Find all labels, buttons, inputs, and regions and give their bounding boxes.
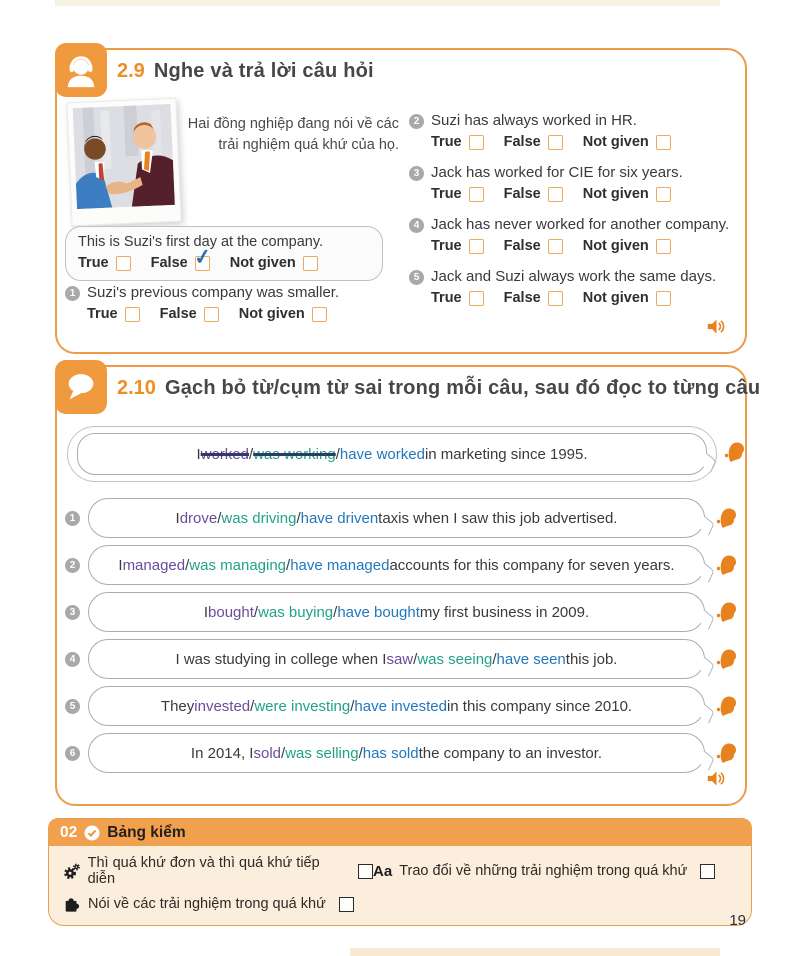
section-title: Nghe và trả lời câu hỏi	[153, 60, 374, 82]
colleagues-illustration	[73, 104, 175, 209]
example-statement: This is Suzi's first day at the company.	[78, 234, 324, 250]
sentence-word: have driven	[300, 509, 379, 527]
section-2-10-header	[117, 377, 760, 400]
option-checkbox[interactable]	[548, 291, 563, 306]
sentence-word: worked	[200, 445, 249, 463]
checklist-item	[373, 855, 737, 887]
sentence-word: sold	[253, 744, 282, 762]
bottom-edge-strip	[350, 948, 720, 956]
speaking-head-icon	[713, 505, 739, 531]
sentence-row	[65, 733, 739, 773]
sentence-word: was seeing	[417, 650, 493, 668]
exercise-intro-text: Hai đồng nghiệp đang nói về các trải nghiệm quá khứ của họ.	[187, 116, 399, 153]
option-label: Not given	[238, 306, 305, 322]
answer-options	[87, 306, 347, 322]
sentence-word: have worked	[339, 445, 425, 463]
sentence-word: I	[175, 509, 180, 527]
sentence-number: 3	[65, 605, 80, 620]
check-circle-icon	[84, 825, 100, 841]
sentence-word: /	[358, 744, 363, 762]
option-checkbox[interactable]	[469, 187, 484, 202]
checklist-body	[49, 846, 751, 925]
sentence-word: bought	[208, 603, 254, 621]
option-checkbox[interactable]	[469, 135, 484, 150]
sentence-number: 5	[65, 699, 80, 714]
question-text: Jack has never worked for another company.	[431, 216, 730, 233]
option-label: Not given	[582, 134, 649, 150]
question-number: 2	[409, 114, 424, 129]
option-checkbox[interactable]	[303, 256, 318, 271]
answer-options	[431, 290, 739, 306]
sentence-word: I was studying in college when I	[175, 650, 387, 668]
checkmark-icon: ✓	[192, 244, 213, 270]
colleagues-photo	[66, 98, 181, 227]
option-label: False	[503, 290, 541, 306]
speech-bubble	[88, 545, 705, 585]
question-number: 1	[65, 286, 80, 301]
checklist-item-text: Nói về các trải nghiệm trong quá khứ	[88, 896, 326, 912]
answer-options	[431, 134, 739, 150]
sentence-number: 2	[65, 558, 80, 573]
questions-left-column	[65, 284, 347, 322]
speech-bubble	[88, 686, 705, 726]
sentence-word: /	[286, 556, 291, 574]
option-label: False	[503, 238, 541, 254]
sentence-word: /	[492, 650, 497, 668]
example-question-box	[65, 226, 383, 281]
sentence-word: I	[203, 603, 209, 621]
checklist-checkbox[interactable]	[339, 897, 354, 912]
audio-speaker-icon[interactable]	[704, 768, 729, 794]
option-checkbox[interactable]	[192, 244, 213, 271]
speaking-head-icon	[713, 693, 739, 719]
unit-badge: 02	[60, 823, 78, 841]
question-text: Jack has worked for CIE for six years.	[431, 164, 683, 181]
checklist-item	[63, 855, 373, 887]
sentence-row	[65, 545, 739, 585]
sentence-word: in this company since 2010.	[446, 697, 633, 715]
option-label: True	[78, 255, 109, 271]
question-number: 3	[409, 166, 424, 181]
sentence-word: /	[281, 744, 286, 762]
option-label: True	[431, 238, 462, 254]
question-number: 5	[409, 270, 424, 285]
section-2-9-header	[117, 60, 374, 83]
sentence-word: was working	[253, 445, 336, 463]
sentence-word: /	[333, 603, 338, 621]
sentence-word: /	[413, 650, 418, 668]
option-checkbox[interactable]	[548, 239, 563, 254]
aa-icon: Aa	[373, 862, 393, 880]
example-speech-bubble	[77, 433, 707, 475]
option-label: False	[159, 306, 197, 322]
speaking-head-icon	[713, 646, 739, 672]
option-label: True	[431, 290, 462, 306]
sentence-word: was managing	[189, 556, 287, 574]
sentence-word: /	[296, 509, 301, 527]
question-header	[409, 164, 739, 181]
speaking-head-icon	[713, 552, 739, 578]
sentence-word: have invested	[354, 697, 447, 715]
option-checkbox[interactable]	[548, 187, 563, 202]
speech-bubble-icon	[55, 360, 107, 414]
checklist-header	[49, 819, 751, 846]
gears-icon	[63, 862, 81, 880]
option-checkbox[interactable]	[656, 291, 671, 306]
speech-bubble	[88, 592, 705, 632]
checklist-title: Bảng kiểm	[107, 823, 186, 841]
example-sentence-container	[67, 426, 717, 482]
section-2-9-listening	[55, 48, 747, 354]
sentence-word: saw	[386, 650, 414, 668]
option-label: True	[431, 134, 462, 150]
sentence-word: drove	[179, 509, 218, 527]
option-label: False	[503, 134, 541, 150]
option-label: Not given	[582, 238, 649, 254]
sentence-word: /	[250, 697, 255, 715]
option-label: Not given	[582, 290, 649, 306]
sentence-word: have managed	[290, 556, 390, 574]
sentence-word: They	[160, 697, 195, 715]
sentence-word: /	[253, 603, 259, 621]
sentence-word: I	[196, 445, 201, 463]
section-number: 2.10	[117, 377, 156, 399]
sentence-row	[65, 592, 739, 632]
sentence-word: /	[217, 509, 222, 527]
speaking-head-icon	[713, 599, 739, 625]
question-header	[65, 284, 347, 301]
answer-options	[431, 238, 739, 254]
sentence-word: taxis when I saw this job advertised.	[378, 509, 618, 527]
questions-right-column	[409, 112, 739, 306]
answer-options	[78, 244, 370, 271]
checklist-checkbox[interactable]	[358, 864, 373, 879]
sentence-word: was buying	[258, 603, 334, 621]
option-label: Not given	[582, 186, 649, 202]
checklist-item	[63, 895, 373, 913]
option-checkbox[interactable]	[548, 135, 563, 150]
question-block	[409, 164, 739, 202]
audio-speaker-icon[interactable]	[704, 316, 729, 342]
puzzle-icon	[63, 895, 81, 913]
option-label: True	[431, 186, 462, 202]
sentence-row	[65, 686, 739, 726]
top-edge-strip	[55, 0, 720, 6]
question-header	[409, 268, 739, 285]
answer-options	[431, 186, 739, 202]
sentence-word: /	[335, 445, 340, 463]
sentence-word: have bought	[337, 603, 420, 621]
checklist-panel	[48, 818, 752, 926]
speech-bubble	[88, 639, 705, 679]
sentence-number: 1	[65, 511, 80, 526]
speech-bubble	[88, 498, 705, 538]
speaking-head-icon	[721, 439, 747, 465]
option-label: False	[150, 255, 188, 271]
sentence-word: managed	[122, 556, 186, 574]
sentence-row	[65, 639, 739, 679]
sentence-word: /	[185, 556, 190, 574]
sentence-rows	[65, 498, 739, 773]
headphones-person-icon	[55, 43, 107, 97]
speaking-head-icon	[713, 740, 739, 766]
sentence-word: /	[350, 697, 355, 715]
sentence-word: was driving	[221, 509, 297, 527]
example-answer-options	[78, 244, 370, 271]
option-checkbox[interactable]	[656, 135, 671, 150]
option-checkbox[interactable]	[204, 307, 219, 322]
sentence-word: accounts for this company for seven years.	[389, 556, 675, 574]
sentence-row	[65, 498, 739, 538]
sentence-word: I	[118, 556, 123, 574]
question-number: 4	[409, 218, 424, 233]
sentence-word: were investing	[254, 697, 351, 715]
question-text: Suzi's previous company was smaller.	[87, 284, 340, 301]
option-label: False	[503, 186, 541, 202]
sentence-word: /	[249, 445, 254, 463]
option-label: True	[87, 306, 118, 322]
option-checkbox[interactable]	[116, 256, 131, 271]
sentence-word: invested	[194, 697, 251, 715]
option-checkbox[interactable]	[656, 187, 671, 202]
option-label: Not given	[229, 255, 296, 271]
option-checkbox[interactable]	[125, 307, 140, 322]
sentence-word: my first business in 2009.	[419, 603, 590, 621]
section-number: 2.9	[117, 60, 145, 82]
sentence-word: this job.	[565, 650, 618, 668]
question-block	[409, 268, 739, 306]
question-header	[409, 112, 739, 129]
question-text: Suzi has always worked in HR.	[431, 112, 637, 129]
checklist-checkbox[interactable]	[700, 864, 715, 879]
checklist-item-text: Thì quá khứ đơn và thì quá khứ tiếp diễn	[87, 855, 320, 887]
checklist-item-text: Trao đổi về những trải nghiệm trong quá khứ	[399, 863, 688, 879]
sentence-word: was selling	[285, 744, 359, 762]
question-header	[409, 216, 739, 233]
page-number: 19	[729, 912, 746, 929]
example-speaking-head	[721, 439, 747, 470]
sentence-word: In 2014, I	[190, 744, 254, 762]
sentence-word: the company to an investor.	[418, 744, 603, 762]
option-checkbox[interactable]	[656, 239, 671, 254]
sentence-number: 4	[65, 652, 80, 667]
sentence-word: have seen	[496, 650, 566, 668]
option-checkbox[interactable]	[312, 307, 327, 322]
sentence-word: in marketing since 1995.	[424, 445, 588, 463]
section-2-10-crossout	[55, 365, 761, 806]
sentence-word: has sold	[362, 744, 419, 762]
option-checkbox[interactable]	[469, 239, 484, 254]
sentence-number: 6	[65, 746, 80, 761]
question-block	[409, 112, 739, 150]
speech-bubble	[88, 733, 705, 773]
section-title: Gạch bỏ từ/cụm từ sai trong mỗi câu, sau đó đọc to từng câu	[164, 377, 761, 399]
question-text: Jack and Suzi always work the same days.	[431, 268, 717, 285]
question-block	[65, 284, 347, 322]
option-checkbox[interactable]	[469, 291, 484, 306]
question-block	[409, 216, 739, 254]
